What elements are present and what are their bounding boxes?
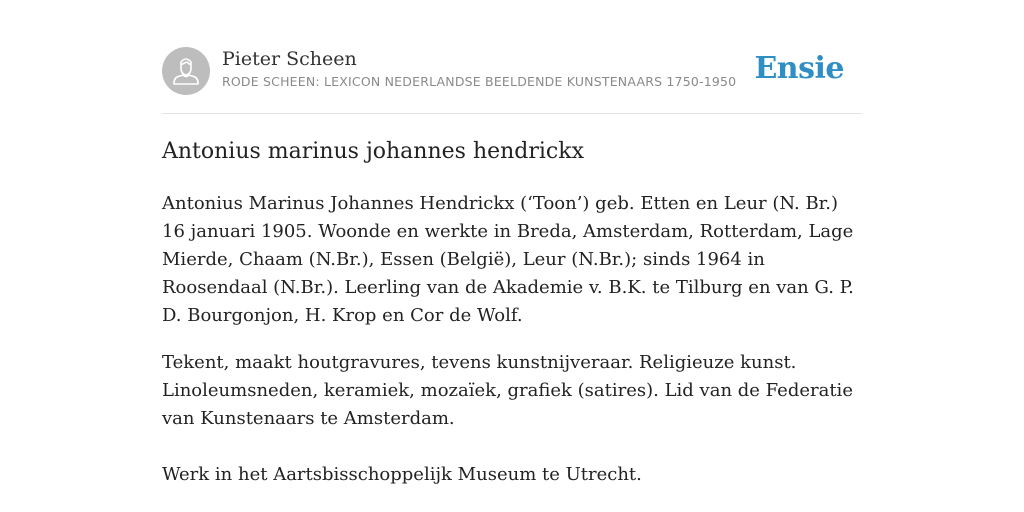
- brand-logo[interactable]: Ensie: [754, 51, 844, 86]
- article-title: Antonius marinus johannes hendrickx: [162, 139, 584, 164]
- author-name[interactable]: Pieter Scheen: [222, 48, 357, 70]
- author-avatar[interactable]: [162, 47, 210, 95]
- article-paragraph: Werk in het Aartsbisschoppelijk Museum te Utrecht.: [162, 464, 642, 485]
- article-paragraph: Antonius Marinus Johannes Hendrickx (‘Toon’) geb. Etten en Leur (N. Br.) 16 januari 1905. Woonde en werkte in Breda, Amsterdam, Rotterdam, Lage Mierde, Chaam (N.Br.), Essen (België), Leur (N.Br.); sinds 1964 in Roosendaal (N.Br.). Leerling van de Akademie v. B.K. te Tilburg en van G. P. D. Bourgonjon, H. Krop en Cor de Wolf.: [162, 193, 854, 326]
- user-placeholder-icon: [162, 47, 210, 95]
- article-paragraph: Tekent, maakt houtgravures, tevens kunstnijveraar. Religieuze kunst. Linoleumsneden, keramiek, mozaïek, grafiek (satires). Lid van de Federatie van Kunstenaars te Amsterdam.: [162, 352, 853, 429]
- article-header: [162, 47, 862, 95]
- header-divider: [162, 113, 862, 114]
- source-lexicon[interactable]: RODE SCHEEN: LEXICON NEDERLANDSE BEELDENDE KUNSTENAARS 1750-1950: [222, 74, 737, 89]
